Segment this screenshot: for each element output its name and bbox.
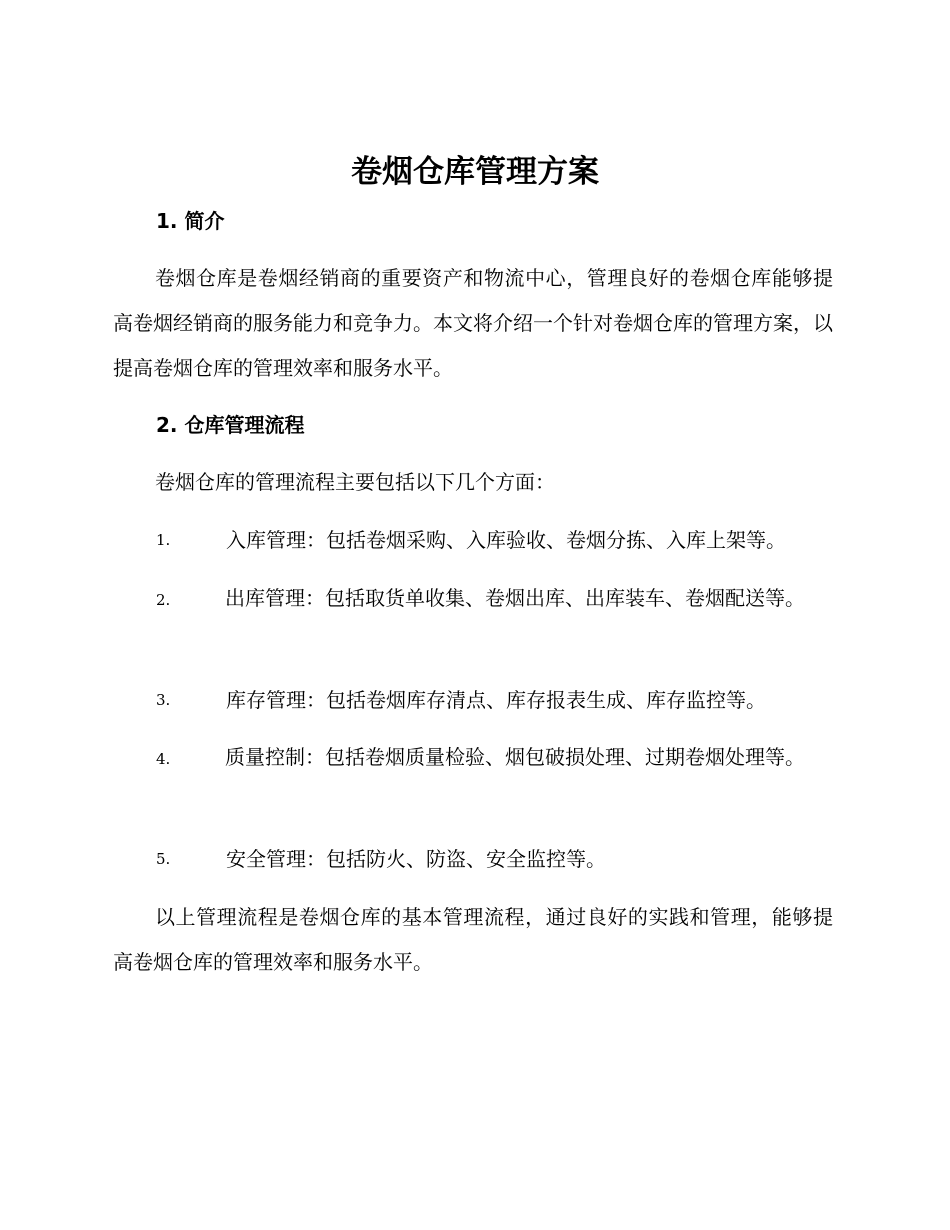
list-item-number: 4. bbox=[156, 750, 171, 768]
list-item-text: 入库管理：包括卷烟采购、入库验收、卷烟分拣、入库上架等。 bbox=[226, 528, 786, 552]
process-intro-paragraph: 卷烟仓库的管理流程主要包括以下几个方面： bbox=[155, 470, 555, 494]
list-item bbox=[113, 576, 833, 623]
list-item-text: 质量控制：包括卷烟质量检验、烟包破损处理、过期卷烟处理等。 bbox=[225, 745, 805, 769]
list-item bbox=[113, 837, 833, 882]
list-item-number: 5. bbox=[156, 850, 171, 868]
list-item bbox=[113, 735, 833, 782]
list-item bbox=[113, 518, 833, 563]
section-heading-process: 2. 仓库管理流程 bbox=[156, 413, 305, 437]
list-item-number: 1. bbox=[156, 531, 171, 549]
intro-paragraph: 卷烟仓库是卷烟经销商的重要资产和物流中心，管理良好的卷烟仓库能够提高卷烟经销商的服务能力和竞争力。本文将介绍一个针对卷烟仓库的管理方案，以提高卷烟仓库的管理效率和服务水平。 bbox=[113, 266, 833, 380]
document-title: 卷烟仓库管理方案 bbox=[351, 154, 599, 190]
list-item-text: 库存管理：包括卷烟库存清点、库存报表生成、库存监控等。 bbox=[226, 688, 766, 712]
list-item-number: 2. bbox=[156, 591, 171, 609]
section-heading-intro: 1. 简介 bbox=[156, 209, 225, 233]
list-item bbox=[113, 678, 833, 723]
list-item-text: 出库管理：包括取货单收集、卷烟出库、出库装车、卷烟配送等。 bbox=[225, 586, 805, 610]
list-item-number: 3. bbox=[156, 691, 171, 709]
list-item-text: 安全管理：包括防火、防盗、安全监控等。 bbox=[226, 847, 606, 871]
conclusion-paragraph: 以上管理流程是卷烟仓库的基本管理流程，通过良好的实践和管理，能够提高卷烟仓库的管理效率和服务水平。 bbox=[113, 905, 833, 974]
